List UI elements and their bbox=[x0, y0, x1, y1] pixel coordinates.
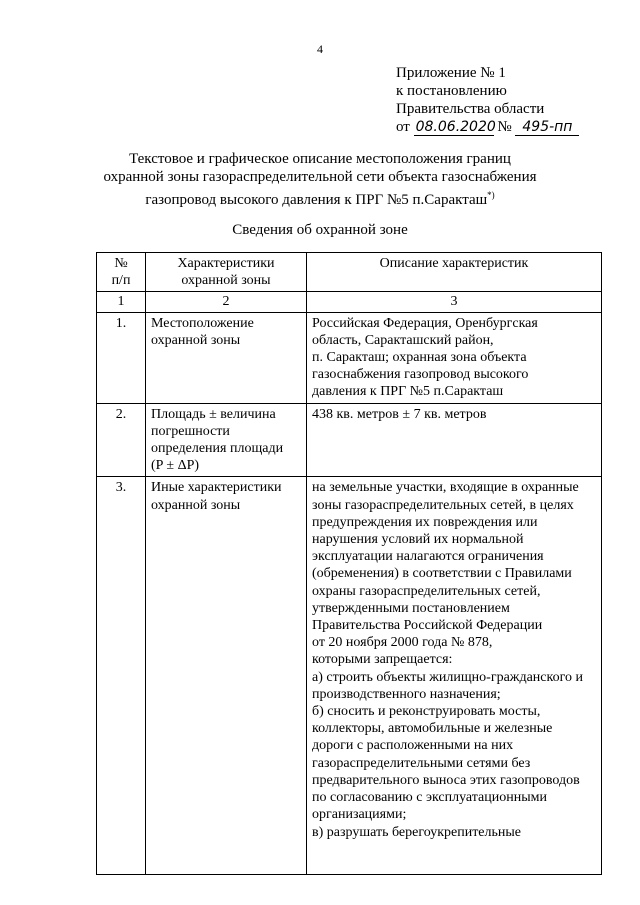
row-description: на земельные участки, входящие в охранные зоны газораспределительных сетей, в целях предупреждения их повреждения или нарушения условий их нормальной эксплуатации налагаются ограничения (обременения) в соответствии с Правилами охраны газораспределительных сетей, утвержденными постановлением Правительства Российской Федерации от 20 ноября 2000 года № 878, которыми запрещается: а) строить объекты жилищно-гражданского и производственного назначения; б) сносить и реконструировать мосты, коллекторы, автомобильные и железные дороги с расположенными на них газораспределительными сетями без предварительного выноса этих газопроводов по согласованию с эксплуатационными организациями; в) разрушать берегоукрепительные bbox=[307, 477, 602, 875]
index-cell: 3 bbox=[307, 292, 602, 312]
row-characteristic: Площадь ± величина погрешности определения площади (P ± ΔP) bbox=[146, 403, 307, 477]
header-description: Описание характеристик bbox=[307, 253, 602, 292]
table-row bbox=[97, 403, 602, 477]
index-cell: 1 bbox=[97, 292, 146, 312]
row-description: 438 кв. метров ± 7 кв. метров bbox=[307, 403, 602, 477]
handwritten-number: 495-пп bbox=[515, 120, 579, 136]
row-number: 1. bbox=[97, 312, 146, 403]
appendix-ref: к постановлению bbox=[396, 83, 507, 99]
appendix-title: Приложение № 1 bbox=[396, 65, 506, 81]
appendix-issuer: Правительства области bbox=[396, 101, 545, 117]
number-prefix: № bbox=[497, 119, 512, 135]
footnote-mark: *) bbox=[487, 190, 495, 200]
zone-info-table bbox=[96, 252, 602, 875]
title-text: Текстовое и графическое описание местоположения границ охранной зоны газораспределительной сети объекта газоснабжения газопровод высокого давления к ПРГ №5 п.Саракташ bbox=[103, 151, 537, 208]
index-cell: 2 bbox=[146, 292, 307, 312]
row-characteristic: Иные характеристики охранной зоны bbox=[146, 477, 307, 875]
table-header-row bbox=[97, 253, 602, 292]
document-title bbox=[40, 150, 600, 209]
header-number: № п/п bbox=[97, 253, 146, 292]
row-description: Российская Федерация, Оренбургская область, Саракташский район, п. Саракташ; охранная зона объекта газоснабжения газопровод высокого давления к ПРГ №5 п.Саракташ bbox=[307, 312, 602, 403]
section-subtitle: Сведения об охранной зоне bbox=[232, 222, 408, 238]
header-characteristic: Характеристики охранной зоны bbox=[146, 253, 307, 292]
date-prefix: от bbox=[396, 119, 410, 135]
row-characteristic: Местоположение охранной зоны bbox=[146, 312, 307, 403]
appendix-block bbox=[396, 64, 579, 136]
table-row bbox=[97, 477, 602, 875]
appendix-date-line bbox=[396, 118, 579, 136]
table-index-row bbox=[97, 292, 602, 312]
handwritten-date: 08.06.2020 bbox=[415, 119, 496, 135]
table-row bbox=[97, 312, 602, 403]
page-number: 4 bbox=[317, 42, 323, 56]
row-number: 3. bbox=[97, 477, 146, 875]
row-number: 2. bbox=[97, 403, 146, 477]
